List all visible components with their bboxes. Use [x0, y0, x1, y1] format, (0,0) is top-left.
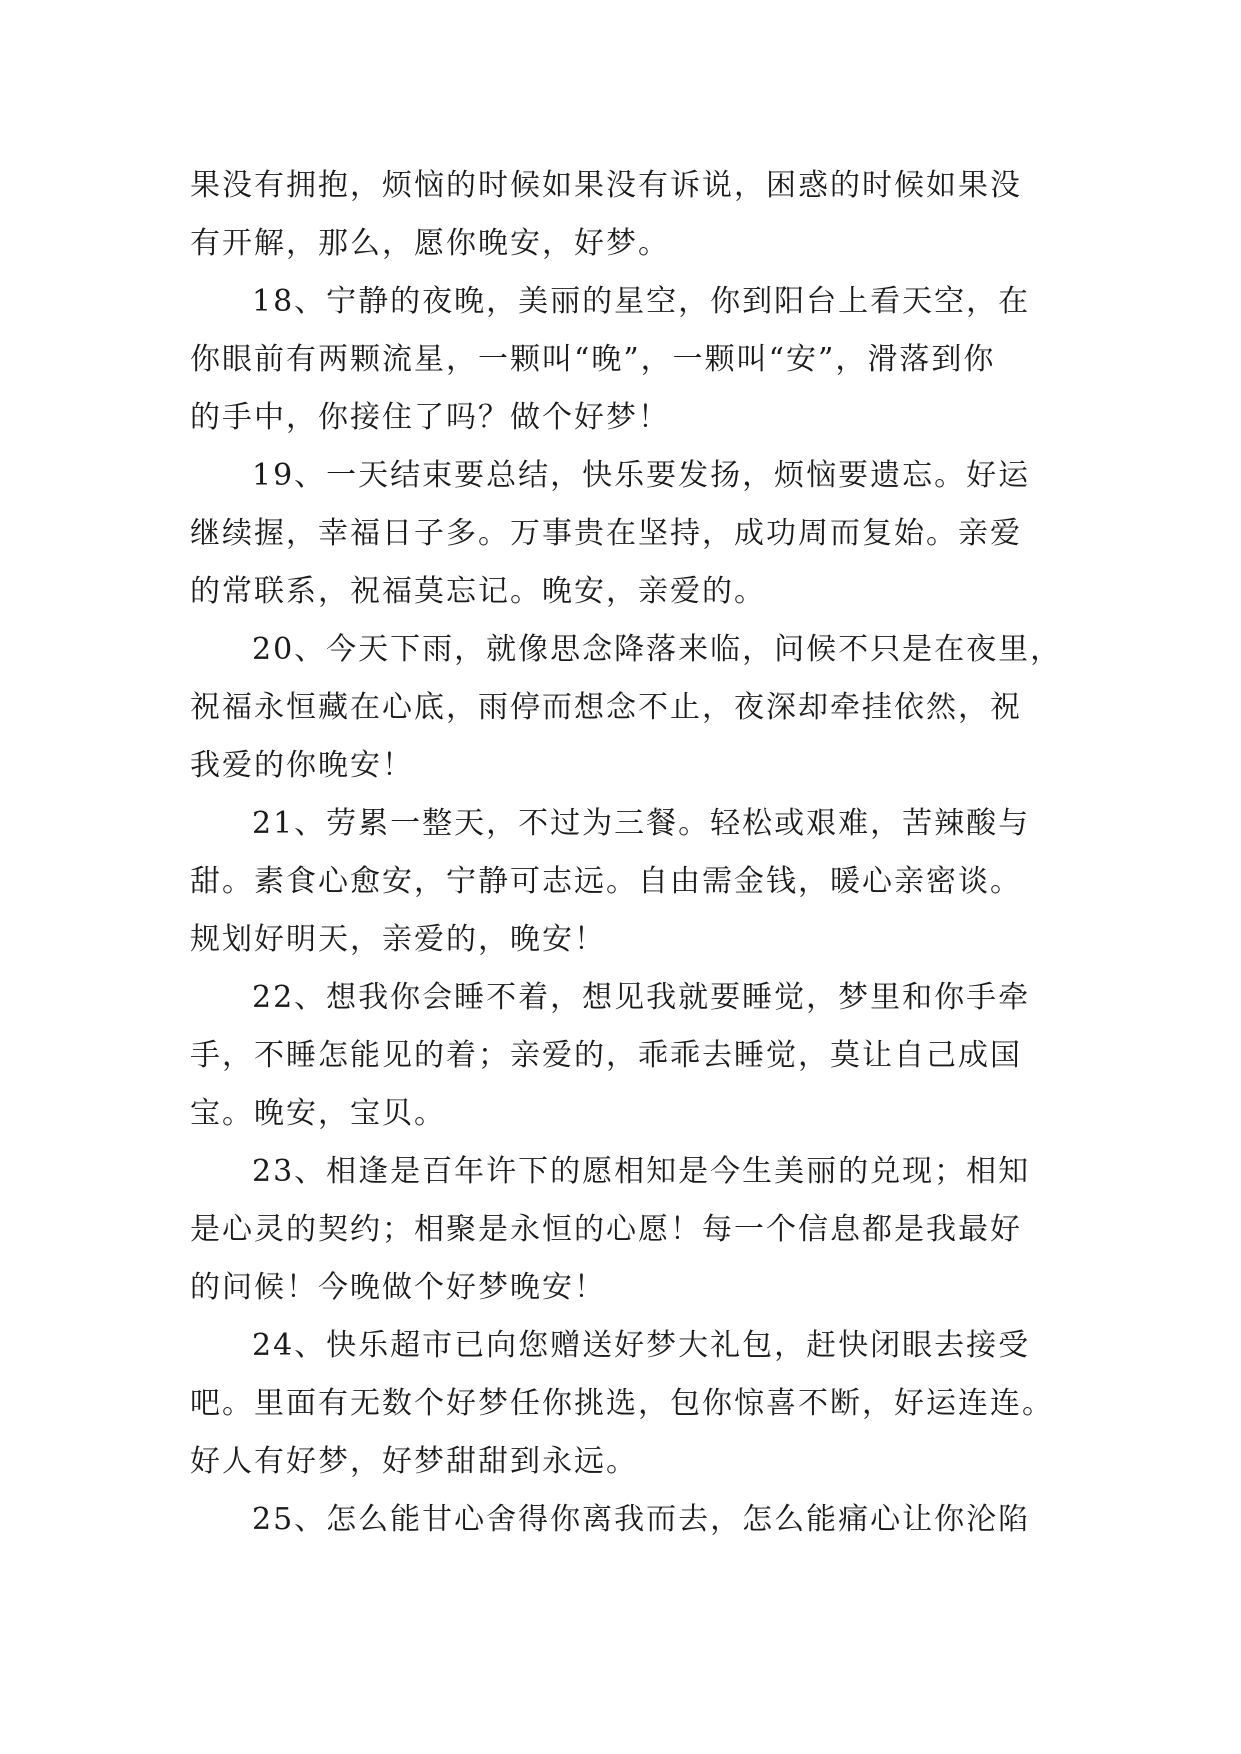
paragraph-20-line: 20、今天下雨，就像思念降落来临，问候不只是在夜里， — [252, 632, 1063, 667]
text-line: 继续握，幸福日子多。万事贵在坚持，成功周而复始。亲爱 — [190, 516, 1022, 551]
text-line: 甜。素食心愈安，宁静可志远。自由需金钱，暖心亲密谈。 — [190, 864, 1022, 899]
text-line: 宝。晚安，宝贝。 — [190, 1096, 446, 1131]
text-line: 果没有拥抱，烦恼的时候如果没有诉说，困惑的时候如果没 — [190, 168, 1022, 203]
paragraph-22-line: 22、想我你会睡不着，想见我就要睡觉，梦里和你手牵 — [252, 980, 1031, 1015]
text-line: 好人有好梦，好梦甜甜到永远。 — [190, 1444, 638, 1479]
body-text — [190, 157, 1070, 1549]
paragraph-21-line: 21、劳累一整天，不过为三餐。轻松或艰难，苦辣酸与 — [252, 806, 1031, 841]
text-line: 的手中，你接住了吗？做个好梦！ — [190, 400, 670, 435]
text-line: 规划好明天，亲爱的，晚安！ — [190, 922, 606, 957]
text-line: 有开解，那么，愿你晚安，好梦。 — [190, 226, 670, 261]
paragraph-18-line: 18、宁静的夜晚，美丽的星空，你到阳台上看天空，在 — [252, 284, 1031, 319]
paragraph-24-line: 24、快乐超市已向您赠送好梦大礼包，赶快闭眼去接受 — [252, 1328, 1031, 1363]
paragraph-23-line: 23、相逢是百年许下的愿相知是今生美丽的兑现；相知 — [252, 1154, 1031, 1189]
text-line: 祝福永恒藏在心底，雨停而想念不止，夜深却牵挂依然，祝 — [190, 690, 1022, 725]
text-line: 手，不睡怎能见的着；亲爱的，乖乖去睡觉，莫让自己成国 — [190, 1038, 1022, 1073]
text-line: 是心灵的契约；相聚是永恒的心愿！每一个信息都是我最好 — [190, 1212, 1022, 1247]
text-line: 我爱的你晚安！ — [190, 748, 414, 783]
text-line: 的常联系，祝福莫忘记。晚安，亲爱的。 — [190, 574, 766, 609]
paragraph-25-line: 25、怎么能甘心舍得你离我而去，怎么能痛心让你沦陷 — [252, 1502, 1031, 1537]
paragraph-19-line: 19、一天结束要总结，快乐要发扬，烦恼要遗忘。好运 — [252, 458, 1031, 493]
text-line: 的问候！今晚做个好梦晚安！ — [190, 1270, 606, 1305]
text-line: 吧。里面有无数个好梦任你挑选，包你惊喜不断，好运连连。 — [190, 1386, 1054, 1421]
text-line: 你眼前有两颗流星，一颗叫“晚”，一颗叫“安”，滑落到你 — [190, 342, 996, 377]
